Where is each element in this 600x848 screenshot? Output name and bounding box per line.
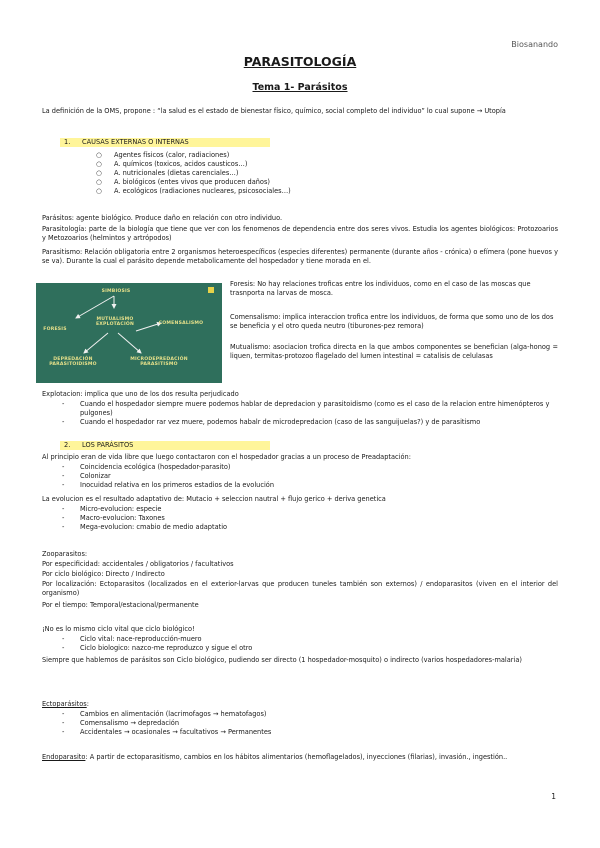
- page-subtitle: Tema 1- Parásitos: [252, 82, 348, 93]
- list-item: - Cuando el hospedador siempre muere podemos hablar de depredacion y parasitoidismo (como es el caso de la relacion entre himenópteros y pulgones): [62, 400, 550, 418]
- explotacion-paragraph: Explotacion: implica que uno de los dos resulta perjudicado: [42, 390, 239, 398]
- zoo-tiempo: Por el tiempo: Temporal/estacional/permanente: [42, 601, 199, 609]
- section-title: CAUSAS EXTERNAS O INTERNAS: [82, 138, 189, 146]
- origen-list: [62, 463, 558, 491]
- dash-bullet-icon: -: [62, 481, 65, 490]
- list-item: ○ A. biológicos (entes vivos que producen daños): [96, 178, 270, 186]
- diagram-label-mutualismo: MUTUALISMO EXPLOTACIÓN: [95, 317, 135, 327]
- section-title: LOS PARÁSITOS: [82, 441, 134, 449]
- text-comensalismo: Comensalismo: implica interaccion trofica entre los individuos, de forma que somo uno de los dos se beneficia y el otro queda neutro (tiburones-pez remora): [230, 313, 554, 331]
- list-item: - Colonizar: [62, 472, 111, 481]
- dash-bullet-icon: -: [62, 719, 65, 728]
- origen-paragraph: Al principio eran de vida libre que luego contactaron con el hospedador gracias a un proceso de Preadaptación:: [42, 453, 411, 461]
- list-item: - Coincidencia ecológica (hospedador-parasito): [62, 463, 231, 471]
- zoo-especificidad: Por especificidad: accidentales / obligatorios / facultativos: [42, 560, 234, 568]
- endo-title: Endoparasito: [42, 753, 86, 761]
- text-mutualismo: Mutualismo: asociacion trofica directa en la que ambos componentes se benefician (alga-honog = liquen, termitas-protozoo flagelado del lumen intestinal = catalisis de celulasas: [230, 343, 558, 361]
- ecto-title: Ectoparásitos: [42, 700, 87, 708]
- zoo-localizacion: Por localización: Ectoparasitos (localizados en el exterior-larvas que producen tuneles también son externos) / endoparasitos (viven en el interior del organismo): [42, 580, 558, 598]
- endo-paragraph: [42, 753, 558, 762]
- list-item: - Ciclo vital: nace-reproducción-muero: [62, 635, 202, 643]
- def-parasitismo: Parasitismo: Relación obligatoria entre 2 organismos heteroespecíficos (especies diferentes) permanente (durante años - crónica) o efímera (pone huevos y se va). Durante la cual el parásito depende metabolicamente del hospedador y tiene morada en el.: [42, 248, 558, 266]
- ciclo-question: ¡No es lo mismo ciclo vital que ciclo biológico!: [42, 625, 195, 633]
- text-foresis: Foresis: No hay relaciones troficas entre los individuos, como en el caso de las moscas que trasnporta na larvas de mosca.: [230, 280, 531, 298]
- list-item: - Inocuidad relativa en los primeros estadios de la evolución: [62, 481, 275, 490]
- ecto-heading: [42, 700, 558, 709]
- endo-text: : A partir de ectoparasitismo, cambios en los hábitos alimentarios (hemoflagelados), inyecciones (filarias), invasión., ingestión..: [85, 753, 508, 761]
- symbiosis-diagram: [36, 283, 222, 383]
- zoo-title: Zooparasitos:: [42, 550, 88, 558]
- circle-bullet-icon: ○: [96, 187, 102, 195]
- dash-bullet-icon: -: [62, 505, 65, 513]
- dash-bullet-icon: -: [62, 710, 65, 718]
- list-item: - Accidentales → ocasionales → facultativos → Permanentes: [62, 728, 272, 737]
- circle-bullet-icon: ○: [96, 169, 102, 177]
- dash-bullet-icon: -: [62, 472, 65, 481]
- list-item: ○ A. ecológicos (radiaciones nucleares, psicosociales…): [96, 187, 291, 195]
- diagram-label-microdepredacion: MICRODEPREDACIÓN PARASITISMO: [130, 357, 188, 367]
- list-item: - Comensalismo → depredación: [62, 719, 179, 728]
- def-parasitologia: Parasitología: parte de la biología que tiene que ver con los fenomenos de dependencia entre dos seres vivos. Estudia los agentes biológicos: Protozoarios y Metozoarios (helmintos y artrópodos): [42, 225, 558, 243]
- def-parasitos: Parásitos: agente biológico. Produce daño en relación con otro individuo.: [42, 214, 283, 222]
- diagram-label-depredacion: DEPREDACIÓN PARASITOIDISMO: [49, 357, 97, 367]
- section-number: 2.: [64, 441, 71, 449]
- ecto-list: [62, 710, 558, 738]
- dash-bullet-icon: -: [62, 728, 65, 737]
- section-number: 1.: [64, 138, 71, 146]
- diagram-label-comensalismo: COMENSALISMO: [158, 321, 204, 326]
- page-number: 1: [551, 792, 556, 801]
- evolucion-list: [62, 505, 558, 533]
- evolucion-paragraph: La evolucion es el resultado adaptativo de: Mutacio + seleccion nautral + flujo gerico + deriva genetica: [42, 495, 386, 503]
- list-item: - Cambios en alimentación (lacrimofagos → hematofagos): [62, 710, 267, 718]
- dash-bullet-icon: -: [62, 635, 65, 643]
- dash-bullet-icon: -: [62, 514, 65, 523]
- explotacion-list: [62, 400, 558, 428]
- diagram-arrows: [36, 283, 222, 383]
- ecto-colon: :: [86, 700, 89, 708]
- section-2-heading: [42, 441, 558, 450]
- page-title: PARASITOLOGÍA: [243, 54, 357, 69]
- dash-bullet-icon: -: [62, 418, 65, 427]
- dash-bullet-icon: -: [62, 644, 65, 653]
- list-item: ○ A. químicos (toxicos, acidos causticos…): [96, 160, 248, 168]
- circle-bullet-icon: ○: [96, 160, 102, 168]
- list-item: - Ciclo biologico: nazco-me reproduzco y sigue el otro: [62, 644, 253, 653]
- list-item: - Micro-evolucion: especie: [62, 505, 162, 513]
- intro-paragraph: La definición de la OMS, propone : “la salud es el estado de bienestar físico, químico, social completo del individuo” lo cual supone → Utopía: [42, 107, 506, 115]
- list-item: ○ A. nutricionales (dietas carenciales…): [96, 169, 239, 177]
- diagram-label-simbiosis: SIMBIOSIS: [101, 289, 131, 294]
- list-item: - Mega-evolucion: cmabio de medio adaptatio: [62, 523, 228, 532]
- circle-bullet-icon: ○: [96, 178, 102, 186]
- dash-bullet-icon: -: [62, 463, 65, 471]
- ciclo-note: Siempre que hablemos de parásitos son Ciclo biológico, pudiendo ser directo (1 hospedador-mosquito) o indirecto (varios hospedadores-malaria): [42, 656, 522, 664]
- dash-bullet-icon: -: [62, 400, 65, 408]
- header-brand: Biosanando: [511, 40, 558, 49]
- ciclo-list: [62, 635, 558, 653]
- diagram-label-foresis: FORESIS: [43, 327, 67, 332]
- section-1-heading: [42, 138, 558, 147]
- list-item: - Cuando el hospedador rar vez muere, podemos habalr de microdepredacion (caso de las sanguijuelas?) y de parasitismo: [62, 418, 481, 427]
- list-item: - Macro-evolucion: Taxones: [62, 514, 165, 523]
- circle-bullet-icon: ○: [96, 151, 102, 159]
- causes-list: [96, 151, 291, 196]
- list-item: ○ Agentes físicos (calor, radiaciones): [96, 151, 230, 159]
- zoo-ciclo: Por ciclo biológico: Directo / Indirecto: [42, 570, 165, 578]
- dash-bullet-icon: -: [62, 523, 65, 532]
